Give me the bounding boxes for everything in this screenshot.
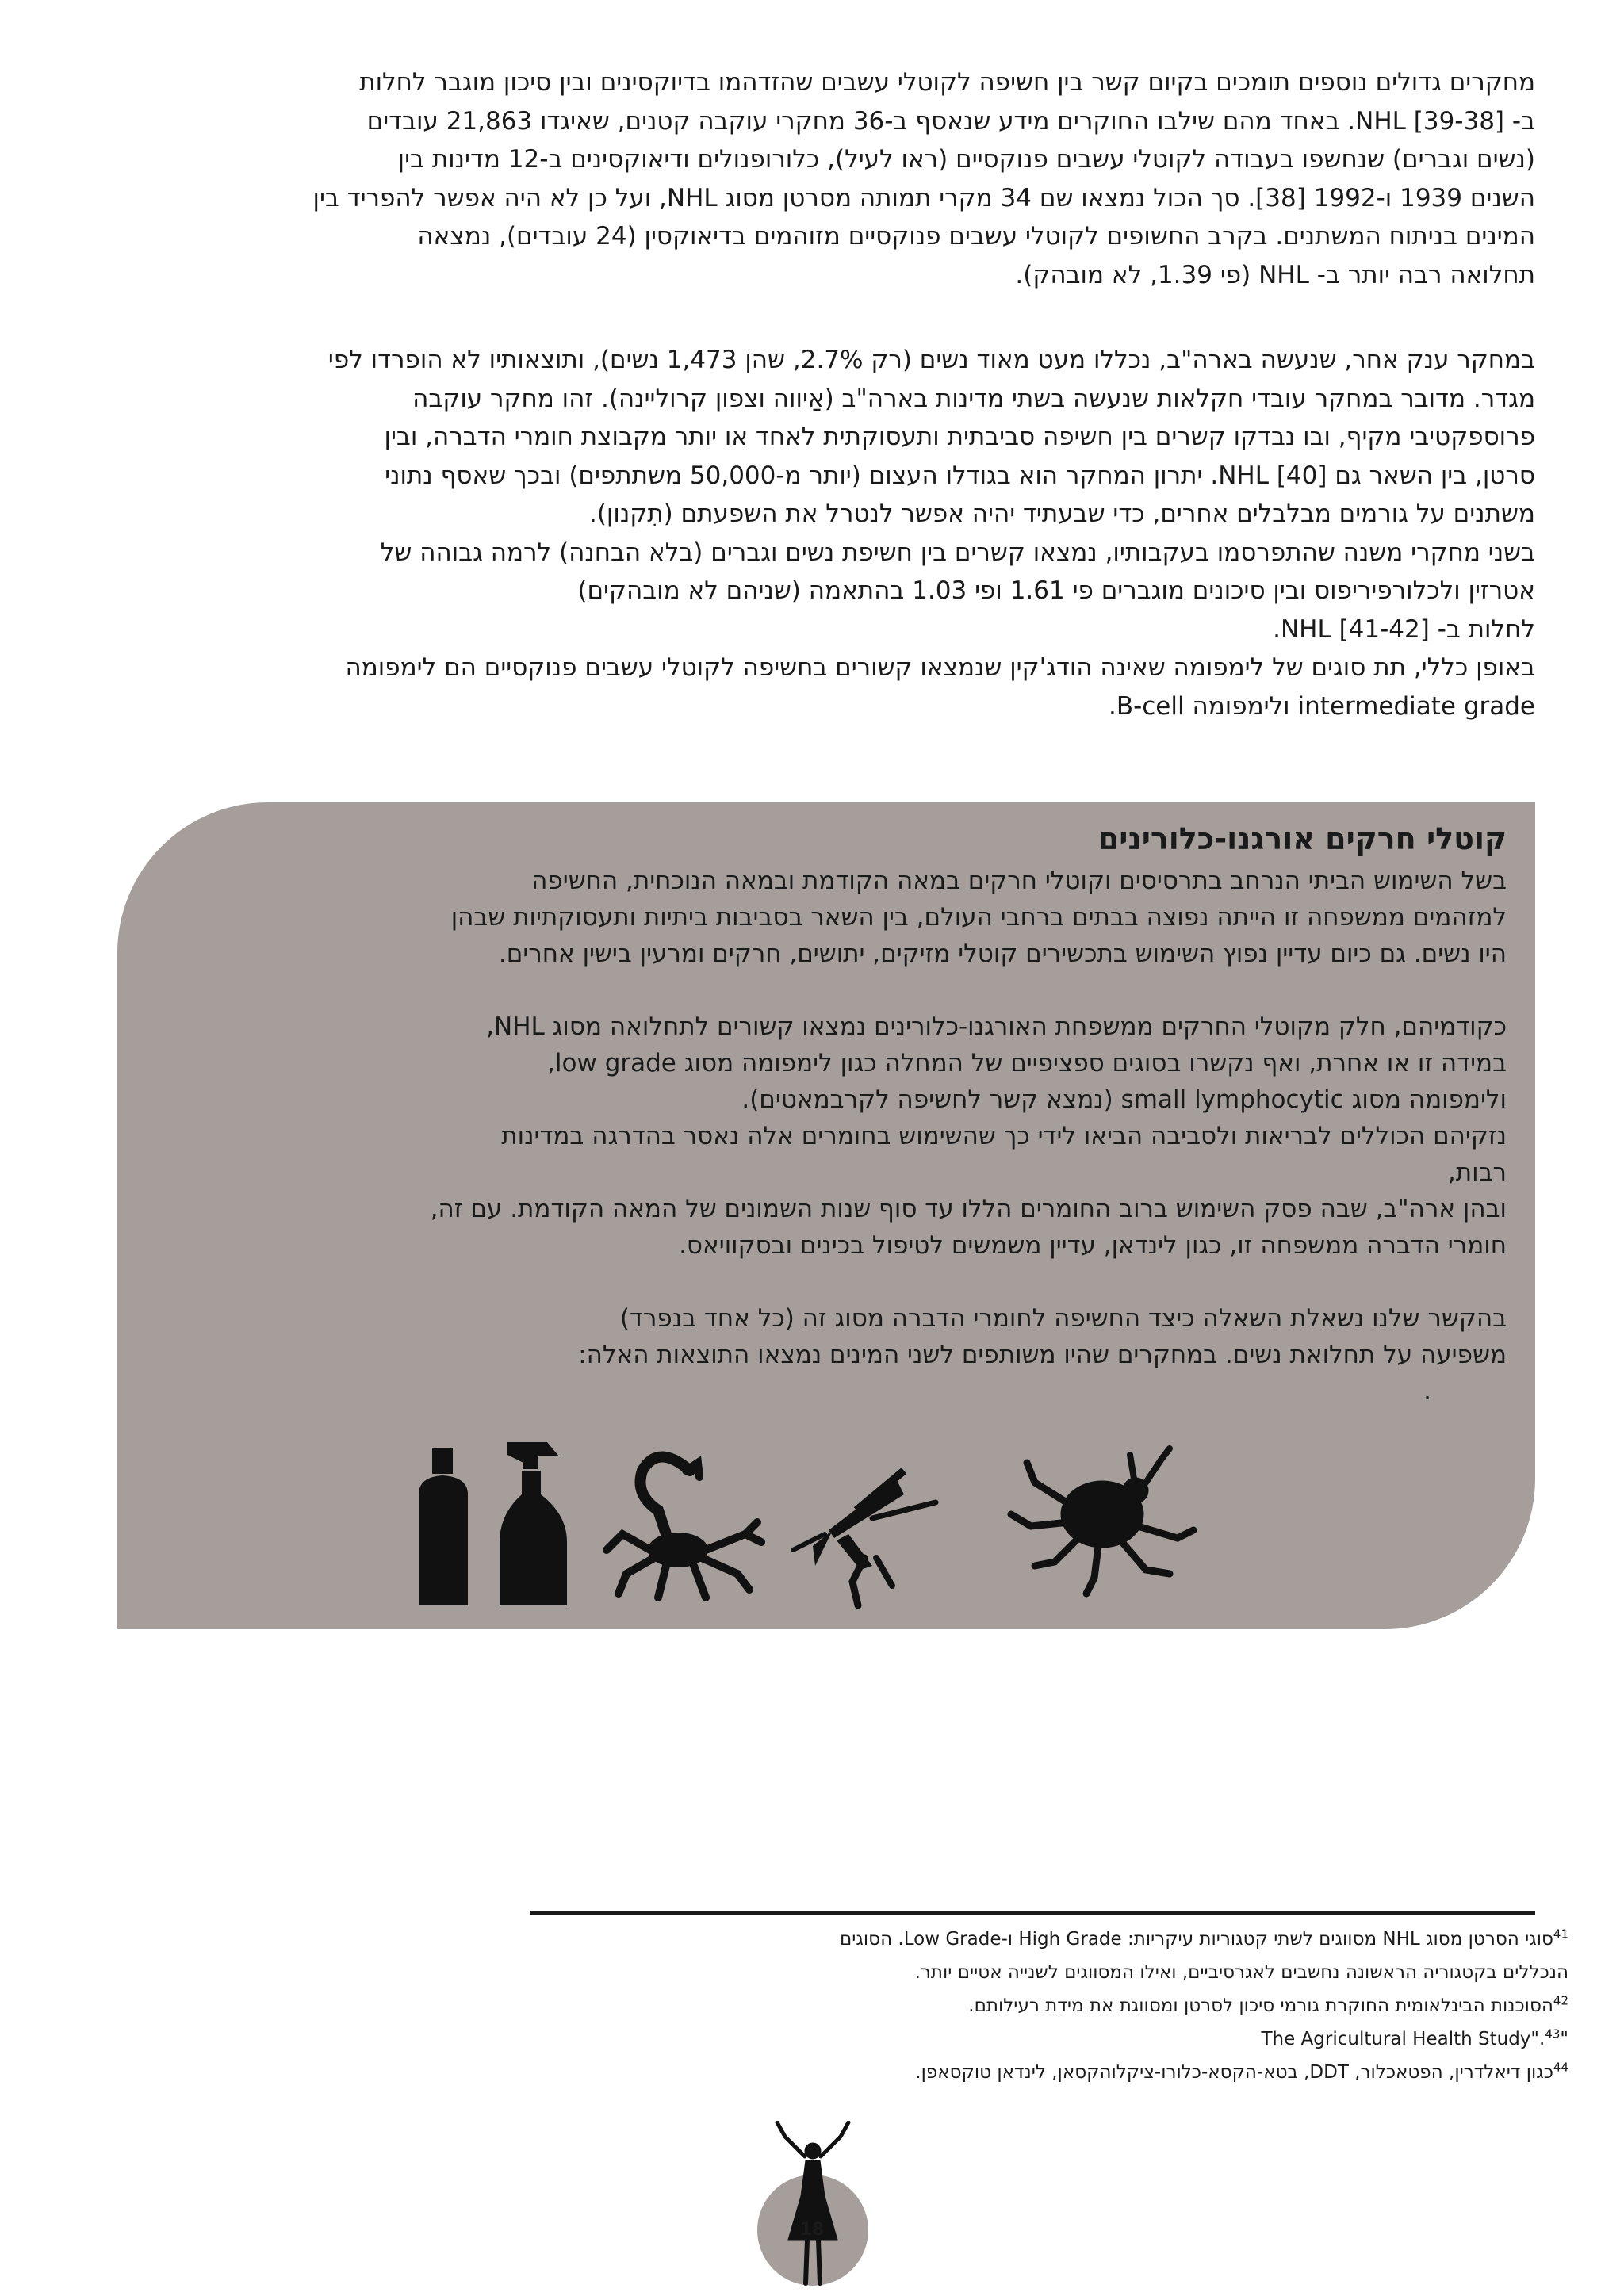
footnote-41-cont: הנכללים בקטגוריה הראשונה נחשבים לאגרסיביים, ואילו המסווגים לשנייה אטיים יותר. (914, 1962, 1568, 1983)
scorpion-icon (607, 1457, 761, 1598)
page-badge (753, 2121, 872, 2295)
text-line: רבות, (1447, 1158, 1507, 1187)
text-line: באופן כללי, תת סוגים של לימפומה שאינה הודג'קין שנמצאו קשורים בחשיפה לקוטלי עשבים פנוקסיים הם לימפומה (345, 653, 1535, 682)
page-number: 18 (799, 2220, 825, 2240)
text-line: תחלואה רבה יותר ב- NHL (פי 1.39, לא מובהק). (1015, 260, 1535, 289)
text-line: היו נשים. גם כיום עדיין נפוץ השימוש בתכשירים קוטלי מזיקים, יתושים, חרקים ומרעין בישין אחרים. (498, 939, 1507, 968)
pest-icons-row (396, 1439, 1229, 1613)
spacer (159, 1264, 1507, 1300)
text-line: אטרזין ולכלורפיריפוס ובין סיכונים מוגברים פי 1.61 ופי 1.03 בהתאמה (שניהם לא מובהקים) (577, 576, 1535, 605)
footnote-43: "The Agricultural Health Study".$^{43}$ (1261, 2026, 1568, 2049)
text-line: סרטן, בין השאר גם [40] NHL. יתרון המחקר הוא בגודלו העצום (יותר מ-50,000 משתתפים) ובכך שאסף נתוני (385, 461, 1535, 490)
text-line: (נשים וגברים) שנחשפו בעבודה לקוטלי עשבים פנוקסיים (ראו לעיל), כלורופנולים ודיאוקסינים ב-12 מדינות בין (397, 145, 1535, 174)
text-line: בשל השימוש הביתי הנרחב בתרסיסים וקוטלי חרקים במאה הקודמת ובמאה הנוכחית, החשיפה (531, 867, 1507, 895)
text-line: ב- NHL [39-38]. באחד מהם שילבו החוקרים מידע שנאסף ב-36 מחקרי עוקבה קטנים, שאיגדו 21,863 עובדים (366, 106, 1535, 136)
paragraph-2 (117, 341, 1535, 725)
spacer (159, 972, 1507, 1008)
footnotes (379, 1923, 1568, 2089)
text-line: מגדר. מדובר במחקר עובדי חקלאות שנעשה בשתי מדינות בארה"ב (אַיווה וצפון קרוליינה). זהו מחקר עוקבה (412, 384, 1535, 413)
text-line: נזקיהם הכוללים לבריאות ולסביבה הביאו לידי כך שהשימוש בחומרים אלה נאסר בהדרגה במדינות (501, 1122, 1507, 1150)
footnote-divider (530, 1911, 1535, 1915)
text-line: בהקשר שלנו נשאלת השאלה כיצד החשיפה לחומרי הדברה מסוג זה (כל אחד בנפרד) (619, 1304, 1507, 1333)
box-title: קוטלי חרקים אורגנו-כלורינים (1097, 821, 1507, 856)
text-line: intermediate grade ולימפומה B-cell. (1108, 691, 1535, 721)
text-line: משפיעה על תחלואת נשים. במחקרים שהיו משותפים לשני המינים נמצאו התוצאות האלה: (578, 1341, 1507, 1369)
footnote-44: $^{44}$כגון דיאלדרין, הפטאכלור, DDT, בטא-הקסא-כלורו-ציקלוהקסאן, לינדאן טוקסאפן. (915, 2060, 1568, 2083)
text-line: השנים 1939 ו-1992 [38]. סך הכול נמצאו שם 34 מקרי תמותה מסרטן מסוג NHL, ועל כן לא היה אפשר להפריד בין (312, 183, 1535, 212)
text-line: משתנים על גורמים מבלבלים אחרים, כדי שבעתיד יהיה אפשר לנטרל את השפעתם (תִקנון). (588, 499, 1535, 528)
text-line: לחלות ב- NHL [41-42]. (1273, 614, 1535, 644)
text-line: במחקר ענק אחר, שנעשה בארה"ב, נכללו מעט מאוד נשים (רק 2.7%, שהן 1,473 נשים), ותוצאותיו לא הופרדו לפי (327, 346, 1535, 374)
spray-bottles-icon (419, 1442, 567, 1605)
text-line: חומרי הדברה ממשפחה זו, כגון לינדאן, עדיין משמשים לטיפול בכינים ובסקוויאס. (679, 1231, 1507, 1260)
text-line: ובהן ארה"ב, שבה פסק השימוש ברוב החומרים הללו עד סוף שנות השמונים של המאה הקודמת. עם זה, (430, 1195, 1507, 1223)
text-line: ולימפומה מסוג small lymphocytic (נמצא קשר לחשיפה לקרבמאטים). (741, 1085, 1507, 1114)
text-line: למזהמים ממשפחה זו הייתה נפוצה בבתים ברחבי העולם, בין השאר בסביבות ביתיות ותעסוקתיות שבהן (450, 903, 1507, 932)
footnote-41: $^{41}$סוגי הסרטן מסוג NHL מסווגים לשתי קטגוריות עיקריות: High Grade ו-Low Grade. הסוגים (840, 1927, 1568, 1950)
text-line: פרוספקטיבי מקיף, ובו נבדקו קשרים בין חשיפה סביבתית ותעסוקתית לאחד או יותר מקבוצת חומרי הדברה, ובין (384, 423, 1535, 451)
paragraph-1 (117, 63, 1535, 294)
text-line: כקודמיהם, חלק מקוטלי החרקים ממשפחת האורגנו-כלורינים נמצאו קשורים לתחלואה מסוג NHL, (486, 1012, 1507, 1041)
mosquito-icon (793, 1471, 936, 1605)
text-line: . (1423, 1377, 1431, 1406)
text-line: מחקרים גדולים נוספים תומכים בקיום קשר בין חשיפה לקוטלי עשבים שהזדהמו בדיוקסינים ובין סיכון מוגבר לחלות (359, 68, 1535, 97)
text-line: המינים בניתוח המשתנים. בקרב החשופים לקוטלי עשבים פנוקסיים מזוהמים בדיאוקסין (24 עובדים), נמצאה (417, 222, 1535, 251)
text-line: במידה זו או אחרת, ואף נקשרו בסוגים ספציפיים של המחלה כגון לימפומה מסוג low grade, (547, 1049, 1507, 1077)
text-line: בשני מחקרי משנה שהתפרסמו בעקבותיו, נמצאו קשרים בין חשיפת נשים וגברים (בלא הבחנה) לרמה גבוהה של (380, 538, 1535, 567)
footnote-42: $^{42}$הסוכנות הבינלאומית החוקרת גורמי סיכון לסרטן ומסווגת את מידת רעילותם. (968, 1993, 1568, 2016)
tick-icon (1011, 1448, 1193, 1594)
box-text (159, 863, 1507, 1410)
